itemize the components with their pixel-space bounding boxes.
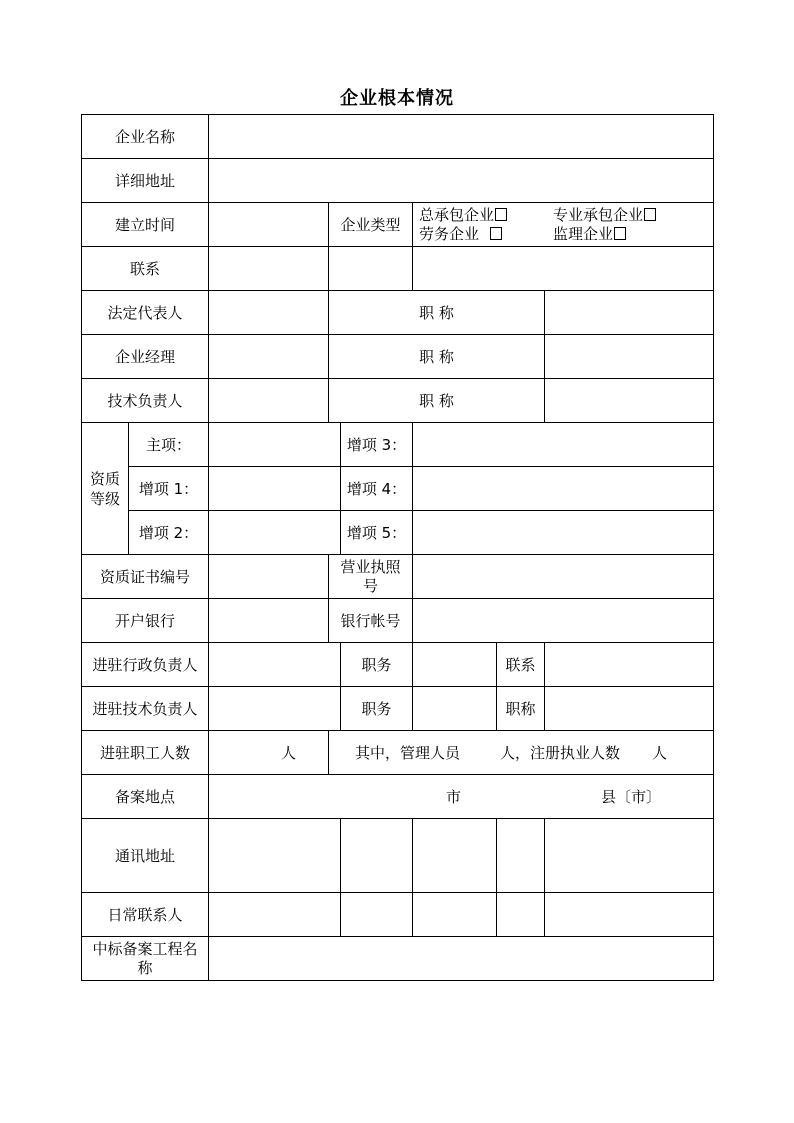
add-item-3-label: 增项 3：	[341, 423, 413, 467]
admin-position-label: 职务	[341, 643, 413, 687]
bank-label: 开户银行	[82, 599, 209, 643]
add-item-2-label: 增项 2：	[129, 511, 209, 555]
add-item-5-field[interactable]	[413, 511, 714, 555]
tech-lead-label: 技术负责人	[82, 379, 209, 423]
daily-contact-field-4[interactable]	[497, 893, 545, 937]
staff-breakdown-text-3: 人	[652, 743, 668, 762]
staff-count-label: 进驻职工人数	[82, 731, 209, 775]
contact-field-2[interactable]	[329, 247, 413, 291]
admin-lead-field[interactable]	[209, 643, 341, 687]
add-item-4-label: 增项 4：	[341, 467, 413, 511]
admin-lead-label: 进驻行政负责人	[82, 643, 209, 687]
company-name-field[interactable]	[209, 115, 714, 159]
staff-count-field[interactable]	[209, 731, 329, 775]
mail-address-label: 通讯地址	[82, 819, 209, 893]
manager-title-label: 职 称	[329, 335, 545, 379]
tech-in-label: 进驻技术负责人	[82, 687, 209, 731]
company-type-label: 企业类型	[329, 203, 413, 247]
daily-contact-field-1[interactable]	[209, 893, 341, 937]
contact-field-3[interactable]	[413, 247, 714, 291]
add-item-5-label: 增项 5：	[341, 511, 413, 555]
add-item-1-field[interactable]	[209, 467, 341, 511]
tech-title-label: 职称	[497, 687, 545, 731]
license-field[interactable]	[413, 555, 714, 599]
type-option-specialty-label: 专业承包企业	[553, 205, 644, 224]
admin-position-field[interactable]	[413, 643, 497, 687]
tech-in-field[interactable]	[209, 687, 341, 731]
staff-unit: 人	[280, 743, 296, 762]
legal-rep-title-field[interactable]	[545, 291, 714, 335]
mail-address-field-3[interactable]	[413, 819, 497, 893]
type-option-general-label: 总承包企业	[419, 205, 495, 224]
address-label: 详细地址	[82, 159, 209, 203]
bank-account-label: 银行帐号	[329, 599, 413, 643]
tech-lead-title-field[interactable]	[545, 379, 714, 423]
staff-breakdown-text-1: 其中，管理人员	[355, 743, 461, 762]
mail-address-field-4[interactable]	[497, 819, 545, 893]
daily-contact-field-3[interactable]	[413, 893, 497, 937]
type-option-labor-label: 劳务企业	[419, 224, 480, 243]
tech-lead-title-label: 职 称	[329, 379, 545, 423]
qualification-label	[82, 423, 129, 555]
bank-account-field[interactable]	[413, 599, 714, 643]
cert-no-label: 资质证书编号	[82, 555, 209, 599]
company-name-label: 企业名称	[82, 115, 209, 159]
legal-rep-label: 法定代表人	[82, 291, 209, 335]
admin-contact-label: 联系	[497, 643, 545, 687]
daily-contact-field-2[interactable]	[341, 893, 413, 937]
legal-rep-field[interactable]	[209, 291, 329, 335]
checkbox-supervision[interactable]	[614, 227, 626, 240]
mail-address-field-5[interactable]	[545, 819, 714, 893]
bank-field[interactable]	[209, 599, 329, 643]
page-title: 企业根本情况	[340, 88, 454, 109]
filing-place-label: 备案地点	[82, 775, 209, 819]
qualification-label-line2: 等级	[89, 489, 120, 508]
daily-contact-field-5[interactable]	[545, 893, 714, 937]
bid-project-label	[82, 937, 209, 981]
bid-project-label-line1: 中标备案工程名	[92, 939, 198, 958]
manager-field[interactable]	[209, 335, 329, 379]
type-option-general[interactable]	[419, 206, 553, 225]
mail-address-field-1[interactable]	[209, 819, 341, 893]
add-item-2-field[interactable]	[209, 511, 341, 555]
main-item-label: 主项：	[129, 423, 209, 467]
type-option-labor[interactable]	[419, 225, 553, 244]
qualification-label-line1: 资质	[89, 469, 120, 488]
contact-label: 联系	[82, 247, 209, 291]
bid-project-label-line2: 称	[137, 958, 153, 977]
checkbox-specialty[interactable]	[644, 208, 656, 221]
staff-breakdown	[329, 731, 714, 775]
company-type-options	[413, 203, 714, 247]
address-field[interactable]	[209, 159, 714, 203]
founded-field[interactable]	[209, 203, 329, 247]
daily-contact-label: 日常联系人	[82, 893, 209, 937]
checkbox-general[interactable]	[495, 208, 507, 221]
type-option-specialty[interactable]	[553, 206, 687, 225]
city-label: 市	[446, 787, 462, 806]
checkbox-labor[interactable]	[490, 227, 502, 240]
license-label-line1: 营业执照	[340, 557, 401, 576]
county-label: 县〔市〕	[601, 787, 662, 806]
manager-label: 企业经理	[82, 335, 209, 379]
tech-position-label: 职务	[341, 687, 413, 731]
founded-label: 建立时间	[82, 203, 209, 247]
tech-position-field[interactable]	[413, 687, 497, 731]
add-item-3-field[interactable]	[413, 423, 714, 467]
license-label	[329, 555, 413, 599]
add-item-1-label: 增项 1：	[129, 467, 209, 511]
add-item-4-field[interactable]	[413, 467, 714, 511]
contact-field-1[interactable]	[209, 247, 329, 291]
license-label-line2: 号	[362, 576, 378, 595]
bid-project-field[interactable]	[209, 937, 714, 981]
legal-rep-title-label: 职 称	[329, 291, 545, 335]
mail-address-field-2[interactable]	[341, 819, 413, 893]
tech-lead-field[interactable]	[209, 379, 329, 423]
cert-no-field[interactable]	[209, 555, 329, 599]
admin-contact-field[interactable]	[545, 643, 714, 687]
type-option-supervision[interactable]	[553, 225, 687, 244]
type-option-supervision-label: 监理企业	[553, 224, 614, 243]
company-info-table	[81, 114, 714, 981]
main-item-field[interactable]	[209, 423, 341, 467]
staff-breakdown-text-2: 人，注册执业人数	[500, 743, 621, 762]
manager-title-field[interactable]	[545, 335, 714, 379]
tech-title-field[interactable]	[545, 687, 714, 731]
filing-place-field[interactable]	[209, 775, 714, 819]
